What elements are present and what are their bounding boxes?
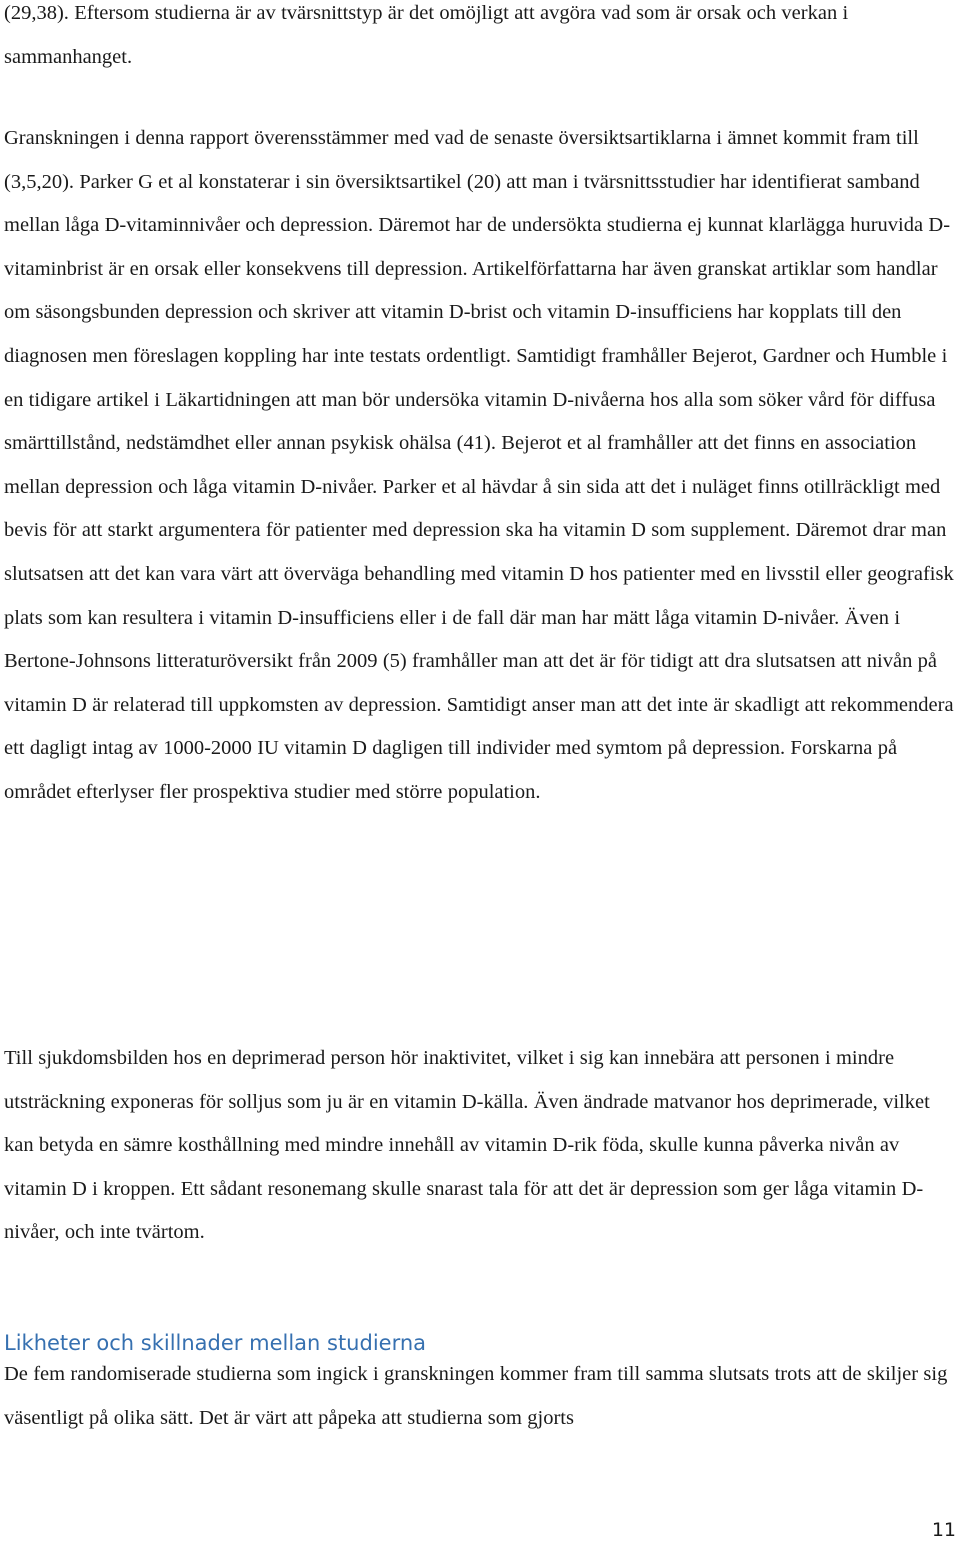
section-heading: Likheter och skillnader mellan studierna <box>4 1331 427 1355</box>
paragraph-review-comparison: Granskningen i denna rapport överensstämmer med vad de senaste översiktsartiklarna i ämnet kommit fram till (3,5,20). Parker G et al konstaterar i sin översiktsartikel (20) att man i tvärsnittsstudier har identifierat samband mellan låga D-vitaminnivåer och depression. Däremot har de undersökta studierna ej kunnat klarlägga huruvida D-vitaminbrist är en orsak eller konsekvens till depression. Artikelförfattarna har även granskat artiklar som handlar om säsongsbunden depression och skriver att vitamin D-brist och vitamin D-insufficiens har kopplats till den diagnosen men föreslagen koppling har inte testats ordentligt. Samtidigt framhåller Bejerot, Gardner och Humble i en tidigare artikel i Läkartidningen att man bör undersöka vitamin D-nivåerna hos alla som söker vård för diffusa smärttillstånd, nedstämdhet eller annan psykisk ohälsa (41). Bejerot et al framhåller att det finns en association mellan depression och låga vitamin D-nivåer. Parker et al hävdar å sin sida att det i nuläget finns otillräckligt med bevis för att starkt argumentera för patienter med depression ska ha vitamin D som supplement. Däremot drar man slutsatsen att det kan vara värt att överväga behandling med vitamin D hos patienter med en livsstil eller geografisk plats som kan resultera i vitamin D-insufficiens eller i de fall där man har mätt låga vitamin D-nivåer. Även i Bertone-Johnsons litteraturöversikt från 2009 (5) framhåller man att det är för tidigt att dra slutsatsen att nivån på vitamin D är relaterad till uppkomsten av depression. Samtidigt anser man att det inte är skadligt att rekommendera ett dagligt intag av 1000-2000 IU vitamin D dagligen till individer med symtom på depression. Forskarna på området efterlyser fler prospektiva studier med större population. <box>4 127 954 803</box>
page-number: 11 <box>931 1519 956 1541</box>
paragraph-studies-intro: De fem randomiserade studierna som ingick i granskningen kommer fram till samma slutsats trots att de skiljer sig väsentligt på olika sätt. Det är värt att påpeka att studierna som gjorts <box>4 1363 948 1429</box>
paragraph-depression-reasoning: Till sjukdomsbilden hos en deprimerad person hör inaktivitet, vilket i sig kan innebära att personen i mindre utsträckning exponeras för solljus som ju är en vitamin D-källa. Även ändrade matvanor hos deprimerade, vilket kan betyda en sämre kosthållning med mindre innehåll av vitamin D-rik föda, skulle kunna påverka nivån av vitamin D i kroppen. Ett sådant resonemang skulle snarast tala för att det är depression som ger låga vitamin D-nivåer, och inte tvärtom. <box>4 1047 930 1244</box>
paragraph-continuation: (29,38). Eftersom studierna är av tvärsnittstyp är det omöjligt att avgöra vad som är orsak och verkan i sammanhanget. <box>4 2 849 68</box>
